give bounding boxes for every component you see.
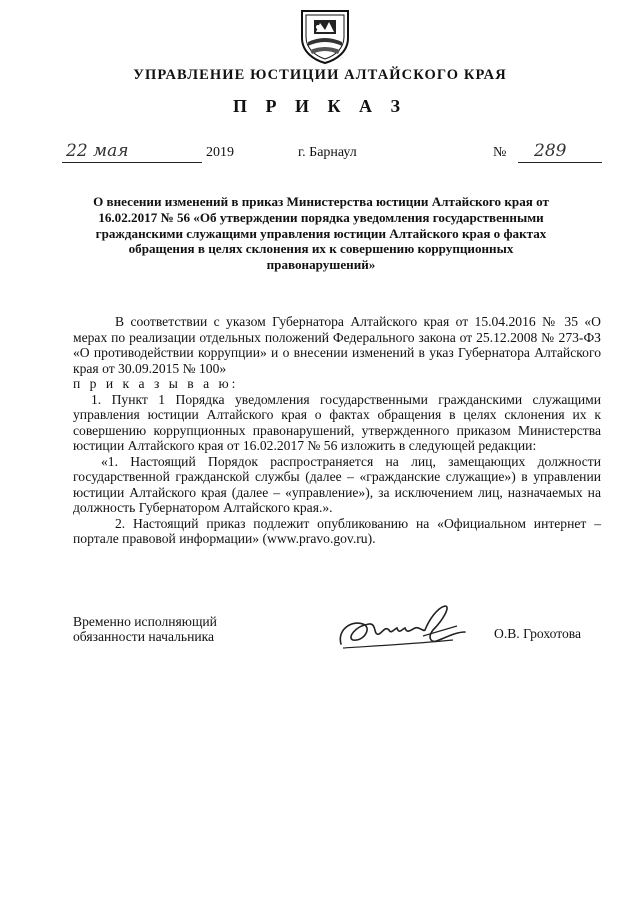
organization-name: УПРАВЛЕНИЕ ЮСТИЦИИ АЛТАЙСКОГО КРАЯ bbox=[133, 67, 507, 83]
date-underline bbox=[62, 162, 202, 163]
number-label: № bbox=[493, 145, 507, 160]
signatory-position-line-2: обязанности начальника bbox=[73, 629, 215, 644]
document-year: 2019 bbox=[206, 145, 234, 160]
order-word: п р и к а з ы в а ю: bbox=[73, 376, 239, 391]
handwritten-date: 22 мая bbox=[66, 141, 129, 161]
item-1-paragraph: 1. Пункт 1 Порядка уведомления государственными гражданскими служащими управления юстиции Алтайского края о фактах обращения в целях склонения их к совершению коррупционных правонарушений, утвержденного приказом Министерства юстиции Алтайского края от 16.02.2017 № 56 изложить в следующей редакции: bbox=[73, 391, 601, 453]
signatory-name: О.В. Грохотова bbox=[494, 626, 582, 641]
handwritten-number: 289 bbox=[534, 141, 567, 161]
signatory-position-line-1: Временно исполняющий bbox=[73, 614, 217, 629]
number-underline bbox=[518, 162, 602, 163]
document-subject: О внесении изменений в приказ Министерства юстиции Алтайского края от 16.02.2017 № 56 «Об утверждении порядка уведомления государственными гражданскими служащими управления юстиции Алтайского края о фактах обращения в целях склонения их к совершению коррупционных правонарушений» bbox=[93, 194, 549, 273]
document-body bbox=[73, 314, 601, 547]
altai-krai-coat-of-arms-icon bbox=[298, 8, 352, 64]
document-type-title: П Р И К А З bbox=[232, 96, 408, 116]
item-1-quote: «1. Настоящий Порядок распространяется на лиц, замещающих должности государственной гражданской службы (далее – «гражданские служащие») в управлении юстиции Алтайского края (далее – «управление»), за исключением лиц, назначаемых на должность Губернатором Алтайского края.». bbox=[73, 453, 601, 515]
intro-paragraph: В соответствии с указом Губернатора Алтайского края от 15.04.2016 № 35 «О мерах по реализации отдельных положений Федерального закона от 25.12.2008 № 273-ФЗ «О противодействии коррупции» и о внесении изменений в указ Губернатора Алтайского края от 30.09.2015 № 100» bbox=[73, 314, 601, 376]
item-2-paragraph: 2. Настоящий приказ подлежит опубликованию на «Официальном интернет – портале правовой информации» (www.pravo.gov.ru). bbox=[73, 515, 601, 546]
signatory-position bbox=[73, 614, 217, 644]
document-city: г. Барнаул bbox=[298, 145, 357, 160]
handwritten-signature bbox=[333, 600, 473, 660]
